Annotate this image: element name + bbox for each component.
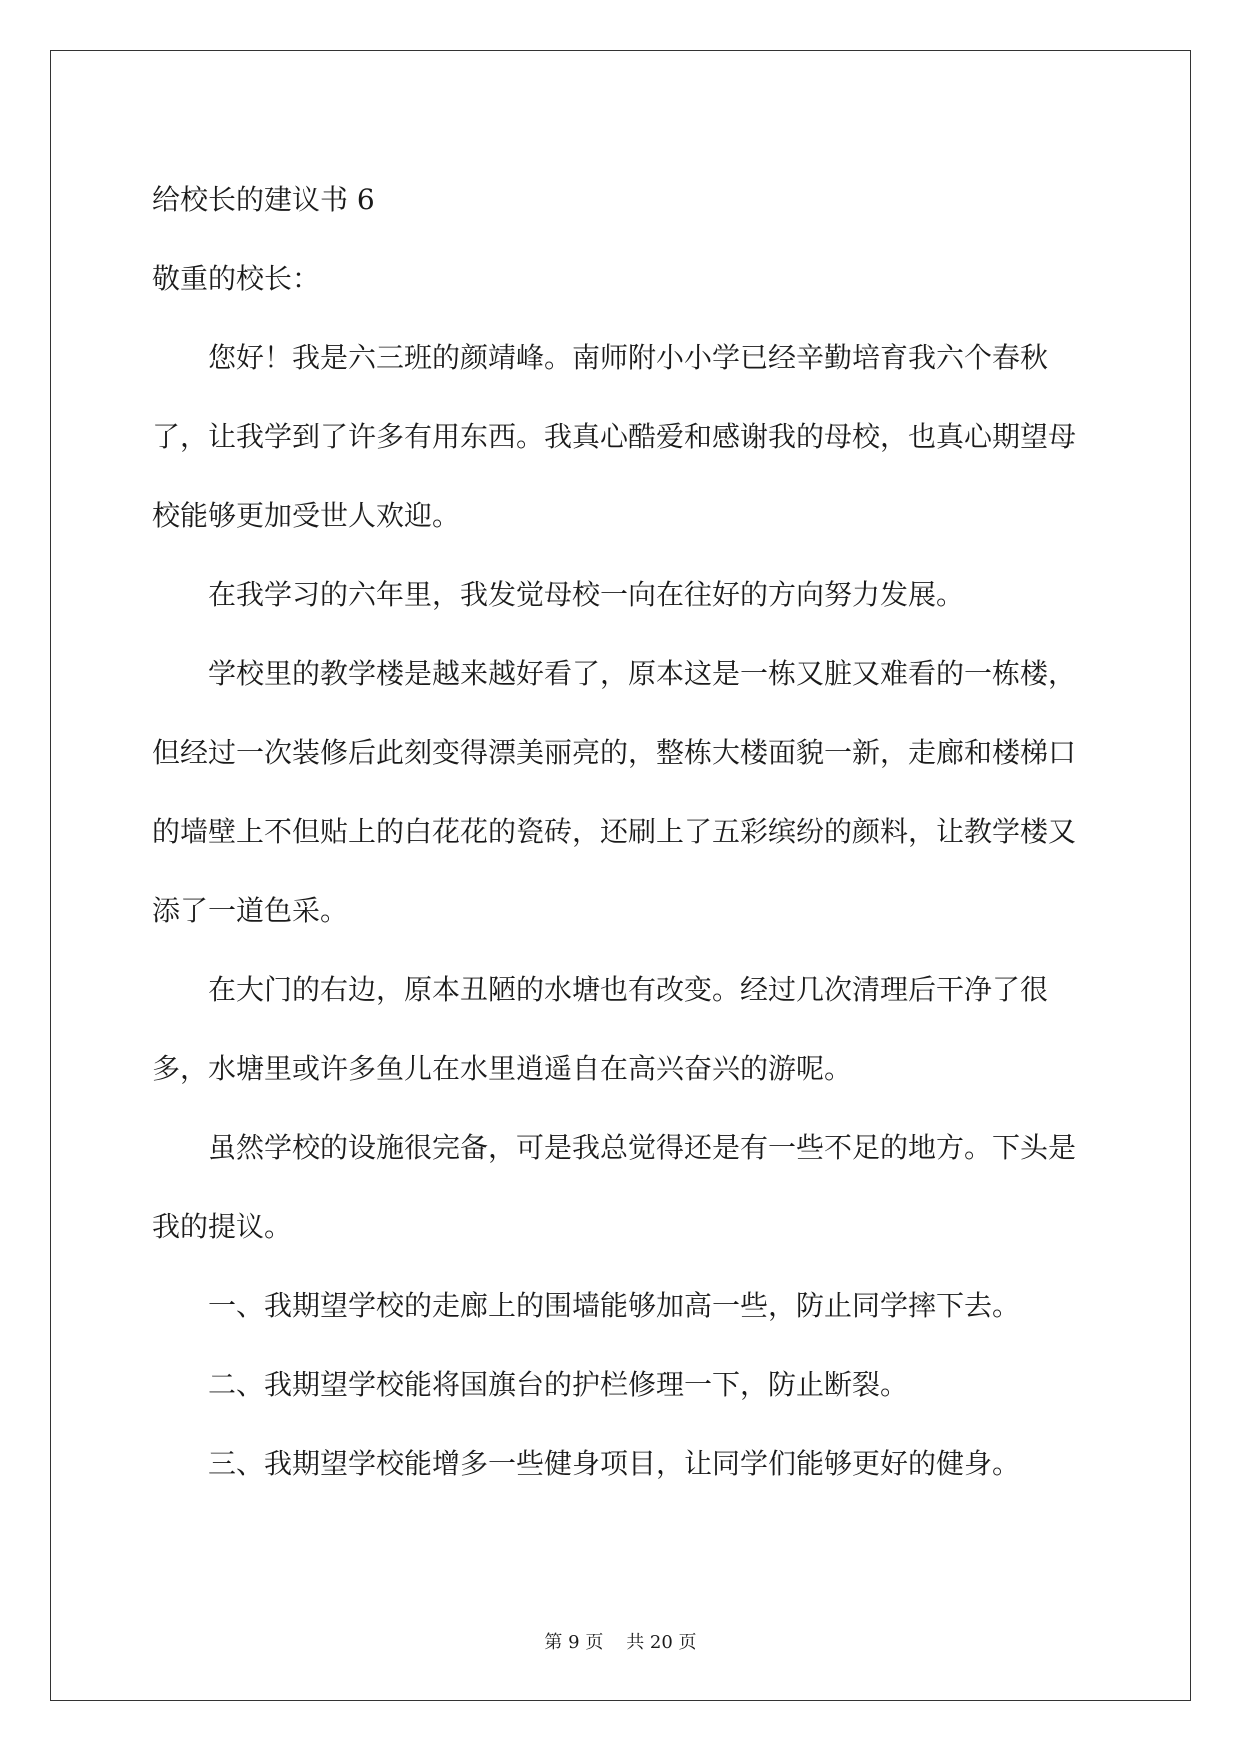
paragraph: 在大门的右边，原本丑陋的水塘也有改变。经过几次清理后干净了很多，水塘里或许多鱼儿在水里逍遥自在高兴奋兴的游呢。 [152,973,1049,1085]
salutation: 敬重的校长： [152,262,321,295]
paragraph: 您好！我是六三班的颜靖峰。南师附小小学已经辛勤培育我六个春秋了，让我学到了许多有用东西。我真心酷爱和感谢我的母校，也真心期望母校能够更加受世人欢迎。 [152,341,1077,532]
paragraph: 在我学习的六年里，我发觉母校一向在往好的方向努力发展。 [208,578,965,611]
document-body [152,160,1092,1503]
paragraph: 学校里的教学楼是越来越好看了，原本这是一栋又脏又难看的一栋楼，但经过一次装修后此刻变得漂美丽亮的，整栋大楼面貌一新，走廊和楼梯口的墙壁上不但贴上的白花花的瓷砖，还刷上了五彩缤纷的颜料，让教学楼又添了一道色采。 [152,657,1077,927]
suggestion-item: 二、我期望学校能将国旗台的护栏修理一下，防止断裂。 [208,1368,909,1401]
document-title: 给校长的建议书 6 [152,183,375,216]
page-footer [0,1628,1241,1654]
suggestion-item: 三、我期望学校能增多一些健身项目，让同学们能够更好的健身。 [208,1447,1021,1480]
suggestion-item: 一、我期望学校的走廊上的围墙能够加高一些，防止同学摔下去。 [208,1289,1021,1322]
paragraph: 虽然学校的设施很完备，可是我总觉得还是有一些不足的地方。下头是我的提议。 [152,1131,1077,1243]
page-number: 第 9 页 共 20 页 [544,1632,697,1653]
